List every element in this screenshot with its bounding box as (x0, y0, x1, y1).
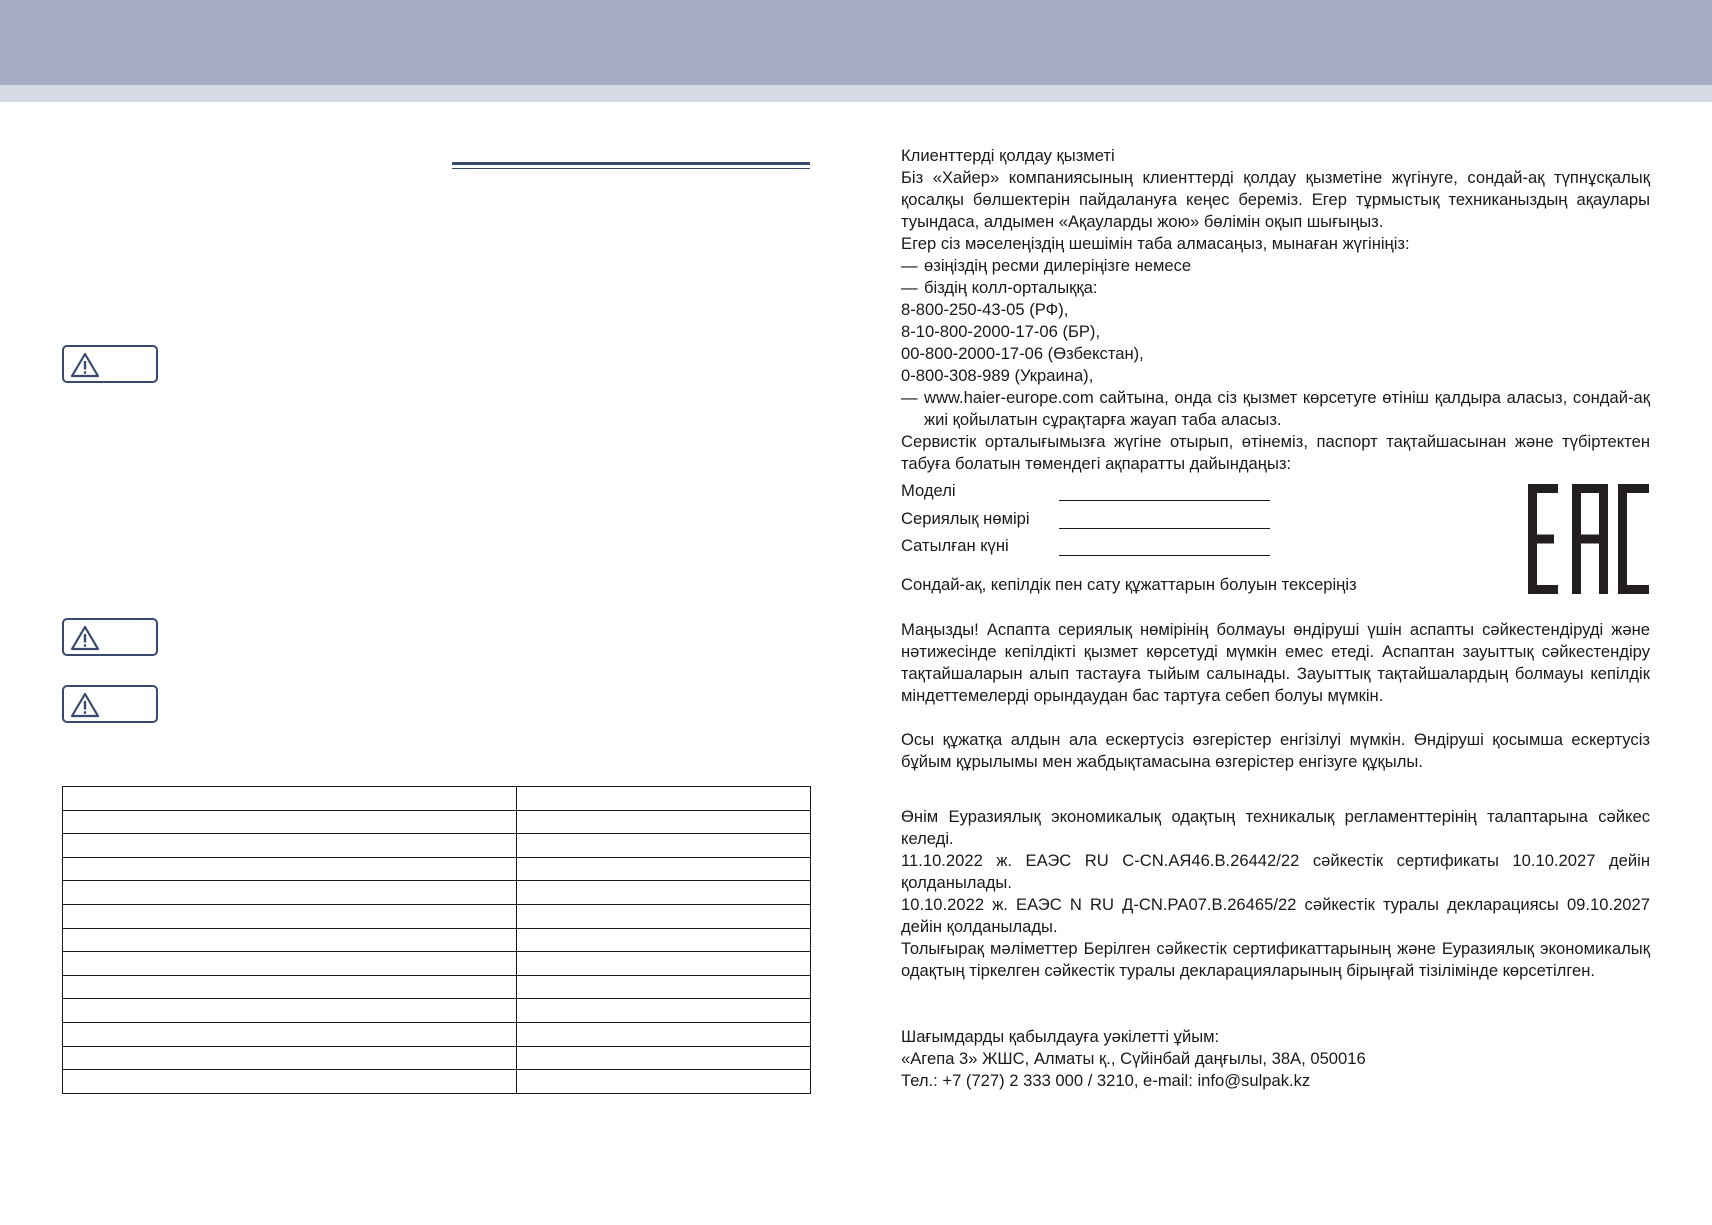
support-intro: Біз «Хайер» компаниясының клиенттерді қолдау қызметіне жүгінуге, сондай-ақ түпнұсқалық қосалқы бөлшектерін пайдалануға кеңес береміз. Егер тұрмыстық техниканыздың ақаулары туындаса, алдымен «Ақауларды жою» бөлімін оқып шығыңыз. (901, 168, 1650, 231)
warning-triangle-icon (70, 625, 100, 651)
support-section (901, 145, 1650, 475)
service-prep: Сервистік орталығымызға жүгіне отырып, өтінеміз, паспорт тақтайшасынан және түбіртектен табуға болатын төмендегі ақпаратты дайындаңыз: (901, 432, 1650, 473)
compliance-section (901, 806, 1650, 982)
compliance-line: Өнім Еуразиялық экономикалық одақтың техникалық регламенттерінің талаптарына сәйкес келеді. (901, 807, 1650, 848)
table-row (63, 881, 811, 905)
table-row (63, 928, 811, 952)
certificate-line: 11.10.2022 ж. ЕАЭС RU С-CN.АЯ46.В.26442/22 сәйкестік сертификаты 10.10.2027 дейін қолданылады. (901, 851, 1650, 892)
dash-mark: — (901, 278, 918, 297)
fill-line (1059, 528, 1270, 529)
warning-badge (62, 618, 158, 656)
table-row (63, 999, 811, 1023)
option-website: — www.haier-europe.com сайтына, онда сіз қызмет көрсетуге өтініш қалдыра аласыз, сондай-ақ жиі қойылатын сұрақтарға жауап таба аласыз. (901, 388, 1650, 429)
field-sold-date (901, 535, 1058, 557)
table-row (63, 834, 811, 858)
complaints-contact: Тел.: +7 (727) 2 333 000 / 3210, e-mail: info@sulpak.kz (901, 1071, 1311, 1090)
section-rule-thin (452, 168, 810, 169)
complaints-org: «Агепа 3» ЖШС, Алматы қ., Сүйінбай даңғылы, 38А, 050016 (901, 1049, 1366, 1068)
section-rule (452, 162, 810, 165)
complaints-section (901, 1026, 1650, 1092)
declaration-line: 10.10.2022 ж. ЕАЭС N RU Д-CN.РА07.В.26465/22 сәйкестік туралы декларациясы 09.10.2027 дейін қолданылады. (901, 895, 1650, 936)
table-row (63, 1070, 811, 1094)
table-row (63, 810, 811, 834)
field-serial (901, 508, 1058, 530)
phone-uz: 00-800-2000-17-06 (Өзбекстан), (901, 344, 1144, 363)
warning-triangle-icon (70, 352, 100, 378)
important-note: Маңызды! Аспапта сериялық нөмірінің болмауы өндіруші үшін аспапты сәйкестендіруді және нәтижесінде кепілдікті қызмет көрсетуді мүмкін емес етеді. Аспаптан зауыттық сәйкестендіру тақтайшаларын алып тастауға тыйым салынады. Зауыттық тақтайшалардың болмауы кепілдік міндеттемелерді орындаудан бас тартуға себеп болуы мүмкін. (901, 620, 1650, 705)
dash-mark: — (901, 256, 918, 275)
changes-note: Осы құжатқа алдын ала ескертусіз өзгерістер енгізілуі мүмкін. Өндіруші қосымша ескертусіз бұйым құрылымы мен жабдықтамасына өзгерістер енгізуге құқылы. (901, 730, 1650, 771)
table-row (63, 952, 811, 976)
table-row (63, 787, 811, 811)
field-label: Сериялық нөмірі (901, 509, 1030, 528)
field-label: Сатылған күні (901, 536, 1009, 555)
phone-ua: 0-800-308-989 (Украина), (901, 366, 1094, 385)
support-if-not-solved: Егер сіз мәселеңіздің шешімін таба алмасаңыз, мынаған жүгініңіз: (901, 234, 1410, 253)
complaints-title: Шағымдарды қабылдауға уәкілетті ұйым: (901, 1027, 1220, 1046)
warning-badge (62, 345, 158, 383)
header-subband (0, 85, 1712, 102)
option-dealer: — өзіңіздің ресми дилеріңізге немесе (901, 256, 1192, 275)
phone-by: 8-10-800-2000-17-06 (БР), (901, 322, 1101, 341)
table-row (63, 904, 811, 928)
table-row (63, 975, 811, 999)
fill-line (1059, 500, 1270, 501)
table-row (63, 1022, 811, 1046)
table-row (63, 1046, 811, 1070)
field-model (901, 480, 1058, 502)
registry-line: Толығырақ мәліметтер Берілген сәйкестік сертификаттарының және Еуразиялық экономикалық одақтың тіркелген сәйкестік туралы декларацияларының бірыңғай тізілімінде көрсетілген. (901, 939, 1650, 980)
field-label: Моделі (901, 481, 956, 500)
warning-triangle-icon (70, 692, 100, 718)
header-band (0, 0, 1712, 85)
option-call-center: — біздің колл-орталыққа: (901, 278, 1098, 297)
phone-ru: 8-800-250-43-05 (РФ), (901, 300, 1069, 319)
table-row (63, 857, 811, 881)
support-title: Клиенттерді қолдау қызметі (901, 146, 1115, 165)
warning-badge (62, 685, 158, 723)
dash-mark: — (901, 388, 918, 407)
spec-table (62, 786, 811, 1094)
check-docs: Сондай-ақ, кепілдік пен сату құжаттарын болуын тексеріңіз (901, 575, 1357, 594)
fill-line (1059, 555, 1270, 556)
